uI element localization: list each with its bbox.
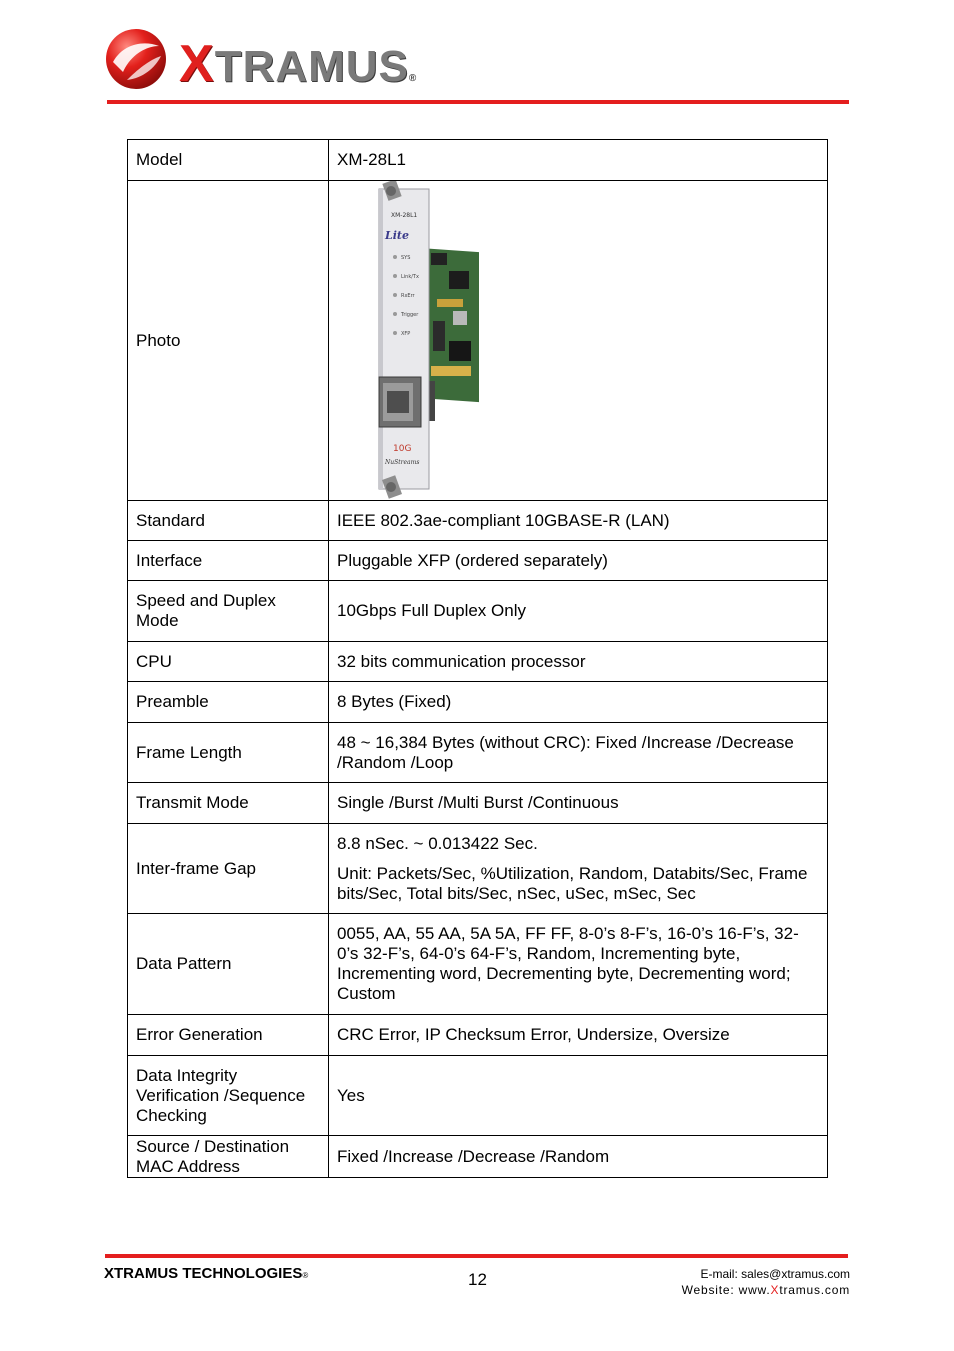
- row-label: Data Pattern: [128, 914, 329, 1015]
- row-label: Interface: [128, 541, 329, 581]
- table-row: [128, 1136, 828, 1178]
- page-number: 12: [468, 1270, 487, 1289]
- led-label: Trigger: [401, 312, 419, 318]
- footer-divider: [105, 1254, 848, 1258]
- table-row: [128, 181, 828, 501]
- row-label: CPU: [128, 642, 329, 682]
- row-value: 32 bits communication processor: [329, 642, 828, 682]
- row-label: Standard: [128, 501, 329, 541]
- panel-maker-label: NuStreams: [385, 459, 420, 466]
- row-value: Fixed /Increase /Decrease /Random: [329, 1136, 828, 1178]
- row-value-line: Unit: Packets/Sec, %Utilization, Random, Databits/Sec, Frame bits/Sec, Total bits/Sec, nSec, uSec, mSec, Sec: [337, 863, 808, 903]
- table-row: [128, 824, 828, 914]
- row-value: 48 ~ 16,384 Bytes (without CRC): Fixed /Increase /Decrease /Random /Loop: [329, 723, 828, 783]
- led-label: RxErr: [401, 293, 415, 299]
- row-label: Error Generation: [128, 1015, 329, 1056]
- product-photo-cell: [329, 181, 828, 501]
- row-value: 8 Bytes (Fixed): [329, 682, 828, 723]
- row-value: [329, 824, 828, 914]
- header-divider: [107, 100, 849, 104]
- row-value-line: 8.8 nSec. ~ 0.013422 Sec.: [337, 833, 538, 853]
- panel-speed-label: 10G: [393, 444, 412, 454]
- row-value: CRC Error, IP Checksum Error, Undersize, Oversize: [329, 1015, 828, 1056]
- table-row: [128, 783, 828, 824]
- table-row: [128, 1015, 828, 1056]
- xtramus-globe-logo-icon: [103, 26, 169, 92]
- footer-email: E-mail: sales@xtramus.com: [700, 1267, 850, 1281]
- table-row: [128, 682, 828, 723]
- led-label: Link/Tx: [401, 274, 419, 280]
- spec-table: [127, 139, 828, 1178]
- panel-model-label: XM-28L1: [391, 212, 418, 219]
- footer-company: XTRAMUS TECHNOLOGIES®: [104, 1265, 309, 1282]
- row-label: Preamble: [128, 682, 329, 723]
- row-label: Photo: [128, 181, 329, 501]
- row-value: 10Gbps Full Duplex Only: [329, 581, 828, 642]
- row-label: Transmit Mode: [128, 783, 329, 824]
- row-label: Inter-frame Gap: [128, 824, 329, 914]
- row-value: XM-28L1: [329, 140, 828, 181]
- table-row: [128, 1056, 828, 1136]
- row-label: Data Integrity Verification /Sequence Checking: [128, 1056, 329, 1136]
- row-label: Speed and Duplex Mode: [128, 581, 329, 642]
- xm-28l1-module-icon: [349, 181, 489, 500]
- xtramus-wordmark: XTRAMUS®: [179, 35, 418, 93]
- panel-brand-label: Lite: [385, 229, 409, 242]
- table-row: [128, 501, 828, 541]
- row-value: Single /Burst /Multi Burst /Continuous: [329, 783, 828, 824]
- row-label: Frame Length: [128, 723, 329, 783]
- led-label: SYS: [401, 255, 411, 261]
- table-row: [128, 581, 828, 642]
- row-value: IEEE 802.3ae-compliant 10GBASE-R (LAN): [329, 501, 828, 541]
- row-value: Pluggable XFP (ordered separately): [329, 541, 828, 581]
- product-photo: [349, 181, 489, 500]
- led-label: XFP: [401, 331, 411, 337]
- row-label: Source / Destination MAC Address: [128, 1136, 329, 1178]
- row-label: Model: [128, 140, 329, 181]
- table-row: [128, 642, 828, 682]
- footer-website: Website: www.Xtramus.com: [681, 1283, 850, 1297]
- table-row: [128, 140, 828, 181]
- page-header: [103, 24, 849, 106]
- footer-contact: [682, 1266, 850, 1298]
- table-row: [128, 541, 828, 581]
- table-row: [128, 914, 828, 1015]
- table-row: [128, 723, 828, 783]
- row-value: Yes: [329, 1056, 828, 1136]
- row-value: 0055, AA, 55 AA, 5A 5A, FF FF, 8-0’s 8-F’s, 16-0’s 16-F’s, 32-0’s 32-F’s, 64-0’s 64-F’s, Random, Incrementing byte, Incrementing word, Decrementing byte, Decrementing word; Custom: [329, 914, 828, 1015]
